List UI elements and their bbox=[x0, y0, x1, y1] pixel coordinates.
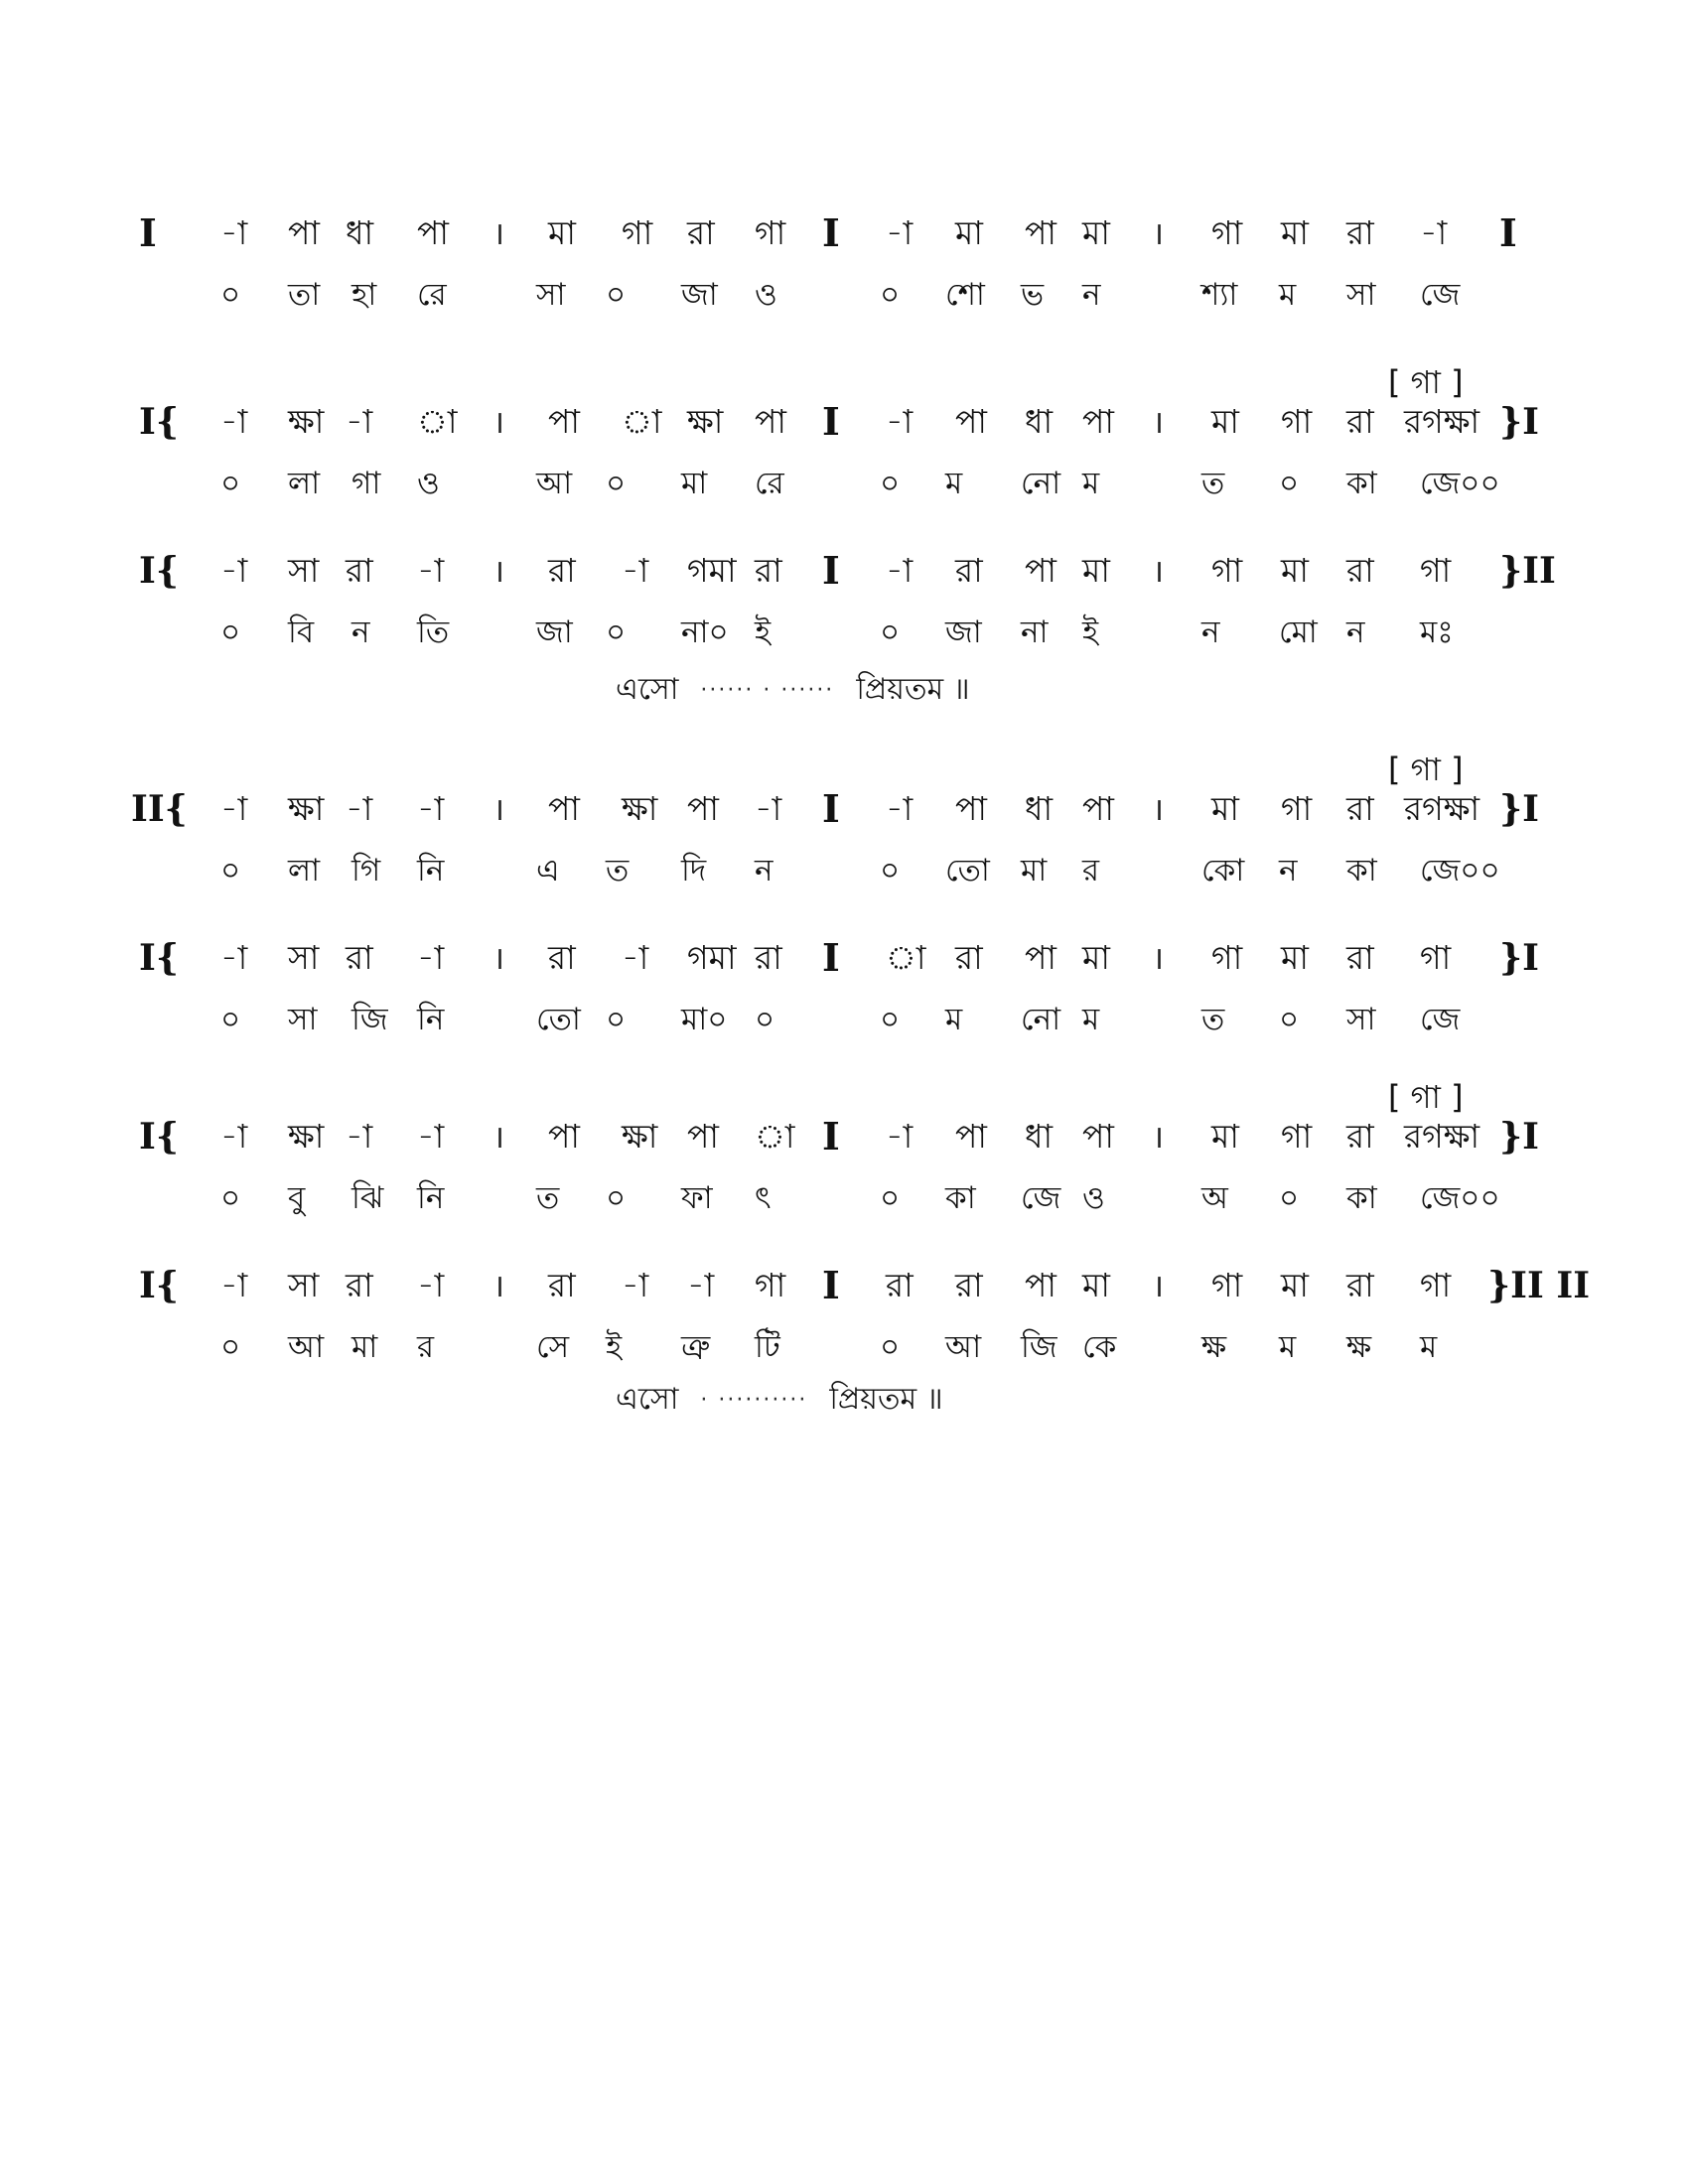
bar-marker: I{ bbox=[139, 550, 179, 592]
beat-divider: । bbox=[492, 790, 505, 828]
note: রা bbox=[346, 1266, 373, 1304]
note: -া bbox=[1420, 213, 1448, 252]
lyric-syllable: ই bbox=[1082, 614, 1099, 650]
note: গা bbox=[1420, 1266, 1452, 1304]
lyric-syllable: ০ bbox=[1279, 466, 1300, 501]
lyric-syllable: নো bbox=[1021, 466, 1061, 501]
lyric-syllable: ন bbox=[755, 853, 774, 888]
note: -া bbox=[417, 789, 445, 828]
note: ক্ষা bbox=[687, 402, 724, 441]
lyric-syllable: ০ bbox=[880, 1329, 901, 1365]
lyric-line bbox=[0, 454, 1688, 513]
lyric-line bbox=[0, 265, 1688, 325]
lyric-syllable: কো bbox=[1201, 853, 1245, 888]
bar-marker: I bbox=[822, 786, 840, 831]
refrain-line bbox=[616, 1370, 943, 1430]
lyric-syllable: জা bbox=[536, 614, 573, 650]
note: -া bbox=[220, 402, 248, 441]
variant-note: [ গা ] bbox=[1388, 1078, 1464, 1116]
note: -া bbox=[417, 1117, 445, 1156]
note: ক্ষা bbox=[288, 1117, 325, 1156]
beat-divider: । bbox=[492, 1267, 505, 1304]
note: -া bbox=[755, 789, 782, 828]
lyric-syllable: ০ bbox=[220, 853, 241, 888]
note: ক্ষা bbox=[288, 789, 325, 828]
lyric-syllable: আ bbox=[945, 1329, 982, 1365]
lyric-syllable: মা bbox=[352, 1329, 378, 1365]
note: রা bbox=[346, 551, 373, 590]
lyric-syllable: তা bbox=[288, 277, 321, 313]
bar-marker: I bbox=[822, 548, 840, 593]
note: া bbox=[417, 402, 458, 441]
lyric-syllable: অ bbox=[1201, 1180, 1228, 1216]
note: ধা bbox=[1025, 1117, 1054, 1156]
lyric-syllable: লা bbox=[288, 466, 321, 501]
note: া bbox=[622, 402, 662, 441]
lyric-line bbox=[0, 841, 1688, 900]
lyric-line bbox=[0, 990, 1688, 1049]
note: গা bbox=[1420, 551, 1452, 590]
lyric-syllable: ০ bbox=[1279, 1002, 1300, 1037]
lyric-syllable: আ bbox=[536, 466, 573, 501]
beat-divider: । bbox=[492, 552, 505, 590]
note: -া bbox=[886, 551, 914, 590]
note: রা bbox=[755, 938, 782, 977]
lyric-syllable: ০ bbox=[1279, 1180, 1300, 1216]
note: ক্ষা bbox=[288, 402, 325, 441]
bar-marker: }I bbox=[1499, 937, 1539, 979]
lyric-syllable: সা bbox=[536, 277, 566, 313]
variant-note: [ গা ] bbox=[1388, 363, 1464, 401]
lyric-syllable: হা bbox=[352, 277, 377, 313]
lyric-syllable: ত bbox=[1201, 466, 1225, 501]
refrain-start: এসো bbox=[616, 672, 679, 707]
note: -া bbox=[886, 1117, 914, 1156]
note: মা bbox=[548, 213, 576, 252]
lyric-syllable: ঝি bbox=[352, 1180, 384, 1216]
bar-marker: I bbox=[822, 1263, 840, 1307]
note: -া bbox=[220, 938, 248, 977]
note: ধা bbox=[1025, 402, 1054, 441]
beat-divider: । bbox=[1152, 1267, 1165, 1304]
note: পা bbox=[548, 1117, 580, 1156]
refrain-ellipsis: ······ · ······ bbox=[700, 677, 835, 703]
note: রা bbox=[955, 551, 983, 590]
lyric-syllable: কা bbox=[1346, 466, 1377, 501]
note: পা bbox=[1025, 213, 1056, 252]
note: রগক্ষা bbox=[1404, 789, 1480, 828]
note: -া bbox=[622, 1266, 649, 1304]
bar-marker: }II bbox=[1499, 550, 1556, 592]
bar-marker: }I bbox=[1499, 1116, 1539, 1158]
note: পা bbox=[755, 402, 786, 441]
note: ক্ষা bbox=[622, 1117, 658, 1156]
lyric-syllable: ০ bbox=[606, 466, 627, 501]
lyric-syllable: ম bbox=[1420, 1329, 1438, 1365]
lyric-syllable: ০ bbox=[220, 277, 241, 313]
lyric-syllable: জে bbox=[1420, 1002, 1461, 1037]
refrain-start: এসো bbox=[616, 1382, 679, 1417]
beat-divider: । bbox=[1152, 552, 1165, 590]
lyric-syllable: ০ bbox=[880, 277, 901, 313]
note: মা bbox=[1211, 789, 1239, 828]
note: ধা bbox=[346, 213, 374, 252]
beat-divider: । bbox=[492, 939, 505, 977]
note: া bbox=[886, 938, 926, 977]
note: গা bbox=[1211, 1266, 1243, 1304]
beat-divider: । bbox=[492, 1118, 505, 1156]
lyric-syllable: সা bbox=[1346, 277, 1376, 313]
note: রগক্ষা bbox=[1404, 402, 1480, 441]
lyric-syllable: বি bbox=[288, 614, 315, 650]
note: পা bbox=[1025, 551, 1056, 590]
lyric-syllable: জি bbox=[1021, 1329, 1057, 1365]
note: -া bbox=[220, 1266, 248, 1304]
note: গা bbox=[755, 1266, 786, 1304]
note: গমা bbox=[687, 551, 737, 590]
notation-line bbox=[0, 1256, 1688, 1315]
refrain-line bbox=[616, 660, 970, 720]
lyric-syllable: ত্রু bbox=[681, 1329, 711, 1365]
notation-line bbox=[0, 541, 1688, 601]
lyric-line bbox=[0, 1168, 1688, 1228]
lyric-syllable: ত bbox=[1201, 1002, 1225, 1037]
note: পা bbox=[548, 402, 580, 441]
bar-marker: I{ bbox=[139, 937, 179, 979]
note: রা bbox=[1346, 551, 1374, 590]
lyric-syllable: ০ bbox=[220, 1180, 241, 1216]
note: গমা bbox=[687, 938, 737, 977]
lyric-syllable: মা bbox=[1021, 853, 1048, 888]
lyric-syllable: ন bbox=[1082, 277, 1101, 313]
lyric-syllable: আ bbox=[288, 1329, 325, 1365]
note: রা bbox=[1346, 1266, 1374, 1304]
note: -া bbox=[687, 1266, 715, 1304]
lyric-syllable: জে bbox=[1420, 277, 1461, 313]
bar-marker: }II II bbox=[1487, 1265, 1591, 1306]
lyric-syllable: ০ bbox=[880, 1180, 901, 1216]
lyric-syllable: মঃ bbox=[1420, 614, 1454, 650]
bar-marker: I bbox=[822, 210, 840, 255]
note: -া bbox=[346, 402, 373, 441]
lyric-syllable: বু bbox=[288, 1180, 306, 1216]
note: মা bbox=[1082, 1266, 1110, 1304]
lyric-syllable: নি bbox=[417, 853, 445, 888]
lyric-syllable: ফা bbox=[681, 1180, 713, 1216]
lyric-syllable: ম bbox=[945, 466, 963, 501]
beat-divider: । bbox=[1152, 790, 1165, 828]
note: পা bbox=[288, 213, 320, 252]
lyric-syllable: ই bbox=[606, 1329, 623, 1365]
note: রা bbox=[955, 1266, 983, 1304]
lyric-syllable: নো bbox=[1021, 1002, 1061, 1037]
note: রা bbox=[886, 1266, 914, 1304]
note: পা bbox=[1025, 1266, 1056, 1304]
lyric-syllable: জে bbox=[1021, 1180, 1061, 1216]
beat-divider: । bbox=[1152, 1118, 1165, 1156]
note: গা bbox=[1211, 213, 1243, 252]
note: গা bbox=[1281, 402, 1313, 441]
lyric-line bbox=[0, 603, 1688, 662]
lyric-syllable: টি bbox=[755, 1329, 780, 1365]
note: মা bbox=[1082, 213, 1110, 252]
lyric-syllable: ত bbox=[606, 853, 630, 888]
note: রা bbox=[548, 551, 576, 590]
note: পা bbox=[417, 213, 449, 252]
lyric-syllable: র bbox=[1082, 853, 1100, 888]
beat-divider: । bbox=[492, 403, 505, 441]
lyric-syllable: ম bbox=[1279, 277, 1297, 313]
lyric-syllable: ভ bbox=[1021, 277, 1045, 313]
lyric-syllable: তি bbox=[417, 614, 450, 650]
lyric-syllable: শ্যা bbox=[1201, 277, 1238, 313]
lyric-syllable: তো bbox=[536, 1002, 581, 1037]
note: ক্ষা bbox=[622, 789, 658, 828]
note: গা bbox=[1281, 1117, 1313, 1156]
lyric-syllable: ০ bbox=[606, 1002, 627, 1037]
note: সা bbox=[288, 938, 320, 977]
lyric-syllable: জা bbox=[945, 614, 982, 650]
note: গা bbox=[1281, 789, 1313, 828]
beat-divider: । bbox=[1152, 214, 1165, 252]
lyric-syllable: না০ bbox=[681, 614, 729, 650]
bar-marker: I bbox=[139, 210, 157, 255]
lyric-syllable: লা bbox=[288, 853, 321, 888]
note: গা bbox=[622, 213, 653, 252]
note: -া bbox=[886, 789, 914, 828]
variant-note: [ গা ] bbox=[1388, 751, 1464, 788]
lyric-line bbox=[0, 1317, 1688, 1377]
bar-marker: I bbox=[822, 399, 840, 444]
lyric-syllable: ম bbox=[1082, 1002, 1100, 1037]
lyric-syllable: ন bbox=[352, 614, 370, 650]
lyric-syllable: ম bbox=[1082, 466, 1100, 501]
note: মা bbox=[1281, 213, 1309, 252]
lyric-syllable: জা bbox=[681, 277, 718, 313]
lyric-syllable: ত bbox=[536, 1180, 560, 1216]
note: মা bbox=[1211, 402, 1239, 441]
notation-line bbox=[0, 928, 1688, 988]
note: পা bbox=[955, 789, 987, 828]
lyric-syllable: গি bbox=[352, 853, 381, 888]
note: পা bbox=[955, 1117, 987, 1156]
note: পা bbox=[1082, 789, 1114, 828]
refrain-end: প্রিয়তম ॥ bbox=[856, 672, 970, 707]
lyric-syllable: ০ bbox=[755, 1002, 775, 1037]
lyric-syllable: মা০ bbox=[681, 1002, 728, 1037]
note: রা bbox=[548, 938, 576, 977]
note: রগক্ষা bbox=[1404, 1117, 1480, 1156]
note: পা bbox=[955, 402, 987, 441]
note: মা bbox=[1281, 938, 1309, 977]
note: রা bbox=[1346, 1117, 1374, 1156]
note: -া bbox=[220, 789, 248, 828]
bar-marker: }I bbox=[1499, 788, 1539, 830]
lyric-syllable: না bbox=[1021, 614, 1049, 650]
lyric-syllable: জে০০ bbox=[1420, 1180, 1500, 1216]
lyric-syllable: কা bbox=[1346, 1180, 1377, 1216]
note: -া bbox=[886, 213, 914, 252]
bar-marker: I{ bbox=[139, 1265, 179, 1306]
lyric-syllable: ন bbox=[1346, 614, 1365, 650]
bar-marker: I bbox=[1499, 210, 1517, 255]
beat-divider: । bbox=[1152, 939, 1165, 977]
lyric-syllable: ও bbox=[1082, 1180, 1105, 1216]
note: -া bbox=[220, 1117, 248, 1156]
lyric-syllable: ক্ষ bbox=[1346, 1329, 1372, 1365]
lyric-syllable: গা bbox=[352, 466, 381, 501]
note: পা bbox=[1082, 402, 1114, 441]
lyric-syllable: কে bbox=[1082, 1329, 1117, 1365]
note: গা bbox=[1211, 938, 1243, 977]
lyric-syllable: ০ bbox=[220, 614, 241, 650]
lyric-syllable: ০ bbox=[606, 277, 627, 313]
bar-marker: I{ bbox=[139, 1116, 179, 1158]
lyric-syllable: দি bbox=[681, 853, 707, 888]
note: সা bbox=[288, 551, 320, 590]
lyric-syllable: তো bbox=[945, 853, 990, 888]
lyric-syllable: এ bbox=[536, 853, 560, 888]
beat-divider: । bbox=[492, 214, 505, 252]
note: ধা bbox=[1025, 789, 1054, 828]
refrain-ellipsis: · ·········· bbox=[700, 1387, 808, 1413]
note: পা bbox=[1082, 1117, 1114, 1156]
note: -া bbox=[417, 938, 445, 977]
note: রা bbox=[755, 551, 782, 590]
note: -া bbox=[220, 213, 248, 252]
lyric-syllable: জে০০ bbox=[1420, 853, 1500, 888]
note: -া bbox=[622, 551, 649, 590]
note: া bbox=[755, 1117, 795, 1156]
lyric-syllable: সা bbox=[288, 1002, 318, 1037]
lyric-syllable: নি bbox=[417, 1002, 445, 1037]
bar-marker: }I bbox=[1499, 401, 1539, 443]
note: রা bbox=[548, 1266, 576, 1304]
lyric-syllable: ০ bbox=[880, 466, 901, 501]
note: রা bbox=[1346, 402, 1374, 441]
lyric-syllable: ও bbox=[417, 466, 440, 501]
lyric-syllable: ই bbox=[755, 614, 772, 650]
note: রা bbox=[1346, 789, 1374, 828]
note: -া bbox=[346, 789, 373, 828]
note: মা bbox=[1281, 551, 1309, 590]
note: মা bbox=[1082, 938, 1110, 977]
lyric-syllable: কা bbox=[1346, 853, 1377, 888]
lyric-syllable: নি bbox=[417, 1180, 445, 1216]
lyric-syllable: রে bbox=[755, 466, 784, 501]
lyric-syllable: ৎ bbox=[755, 1180, 772, 1216]
lyric-syllable: সা bbox=[1346, 1002, 1376, 1037]
lyric-syllable: ০ bbox=[606, 1180, 627, 1216]
bar-marker: I bbox=[822, 935, 840, 980]
lyric-syllable: কা bbox=[945, 1180, 976, 1216]
note: মা bbox=[1281, 1266, 1309, 1304]
lyric-syllable: ০ bbox=[220, 1002, 241, 1037]
lyric-syllable: ন bbox=[1279, 853, 1298, 888]
note: মা bbox=[955, 213, 983, 252]
note: গা bbox=[1420, 938, 1452, 977]
note: রা bbox=[955, 938, 983, 977]
bar-marker: II{ bbox=[131, 788, 188, 830]
lyric-syllable: ম bbox=[945, 1002, 963, 1037]
lyric-syllable: জি bbox=[352, 1002, 388, 1037]
note: -া bbox=[417, 1266, 445, 1304]
lyric-syllable: সে bbox=[536, 1329, 570, 1365]
note: গা bbox=[1211, 551, 1243, 590]
lyric-syllable: ০ bbox=[880, 614, 901, 650]
lyric-syllable: ০ bbox=[880, 853, 901, 888]
note: -া bbox=[346, 1117, 373, 1156]
lyric-syllable: ০ bbox=[880, 1002, 901, 1037]
lyric-syllable: মা bbox=[681, 466, 708, 501]
beat-divider: । bbox=[1152, 403, 1165, 441]
lyric-syllable: ক্ষ bbox=[1201, 1329, 1227, 1365]
refrain-end: প্রিয়তম ॥ bbox=[829, 1382, 943, 1417]
note: রা bbox=[346, 938, 373, 977]
note: সা bbox=[288, 1266, 320, 1304]
bar-marker: I{ bbox=[139, 401, 179, 443]
lyric-syllable: ০ bbox=[220, 1329, 241, 1365]
note: -া bbox=[220, 551, 248, 590]
note: মা bbox=[1211, 1117, 1239, 1156]
note: মা bbox=[1082, 551, 1110, 590]
lyric-syllable: ০ bbox=[220, 466, 241, 501]
note: রা bbox=[687, 213, 715, 252]
lyric-syllable: মো bbox=[1279, 614, 1318, 650]
lyric-syllable: জে০০ bbox=[1420, 466, 1500, 501]
bar-marker: I bbox=[822, 1114, 840, 1159]
note: -া bbox=[886, 402, 914, 441]
lyric-syllable: ন bbox=[1201, 614, 1220, 650]
note: রা bbox=[1346, 213, 1374, 252]
lyric-syllable: ম bbox=[1279, 1329, 1297, 1365]
note: -া bbox=[417, 551, 445, 590]
note: -া bbox=[622, 938, 649, 977]
lyric-syllable: ও bbox=[755, 277, 777, 313]
lyric-syllable: রে bbox=[417, 277, 447, 313]
lyric-syllable: র bbox=[417, 1329, 435, 1365]
lyric-syllable: শো bbox=[945, 277, 985, 313]
note: পা bbox=[687, 1117, 719, 1156]
notation-line bbox=[0, 204, 1688, 263]
note: পা bbox=[687, 789, 719, 828]
lyric-syllable: ০ bbox=[606, 614, 627, 650]
note: রা bbox=[1346, 938, 1374, 977]
note: গা bbox=[755, 213, 786, 252]
note: পা bbox=[1025, 938, 1056, 977]
note: পা bbox=[548, 789, 580, 828]
